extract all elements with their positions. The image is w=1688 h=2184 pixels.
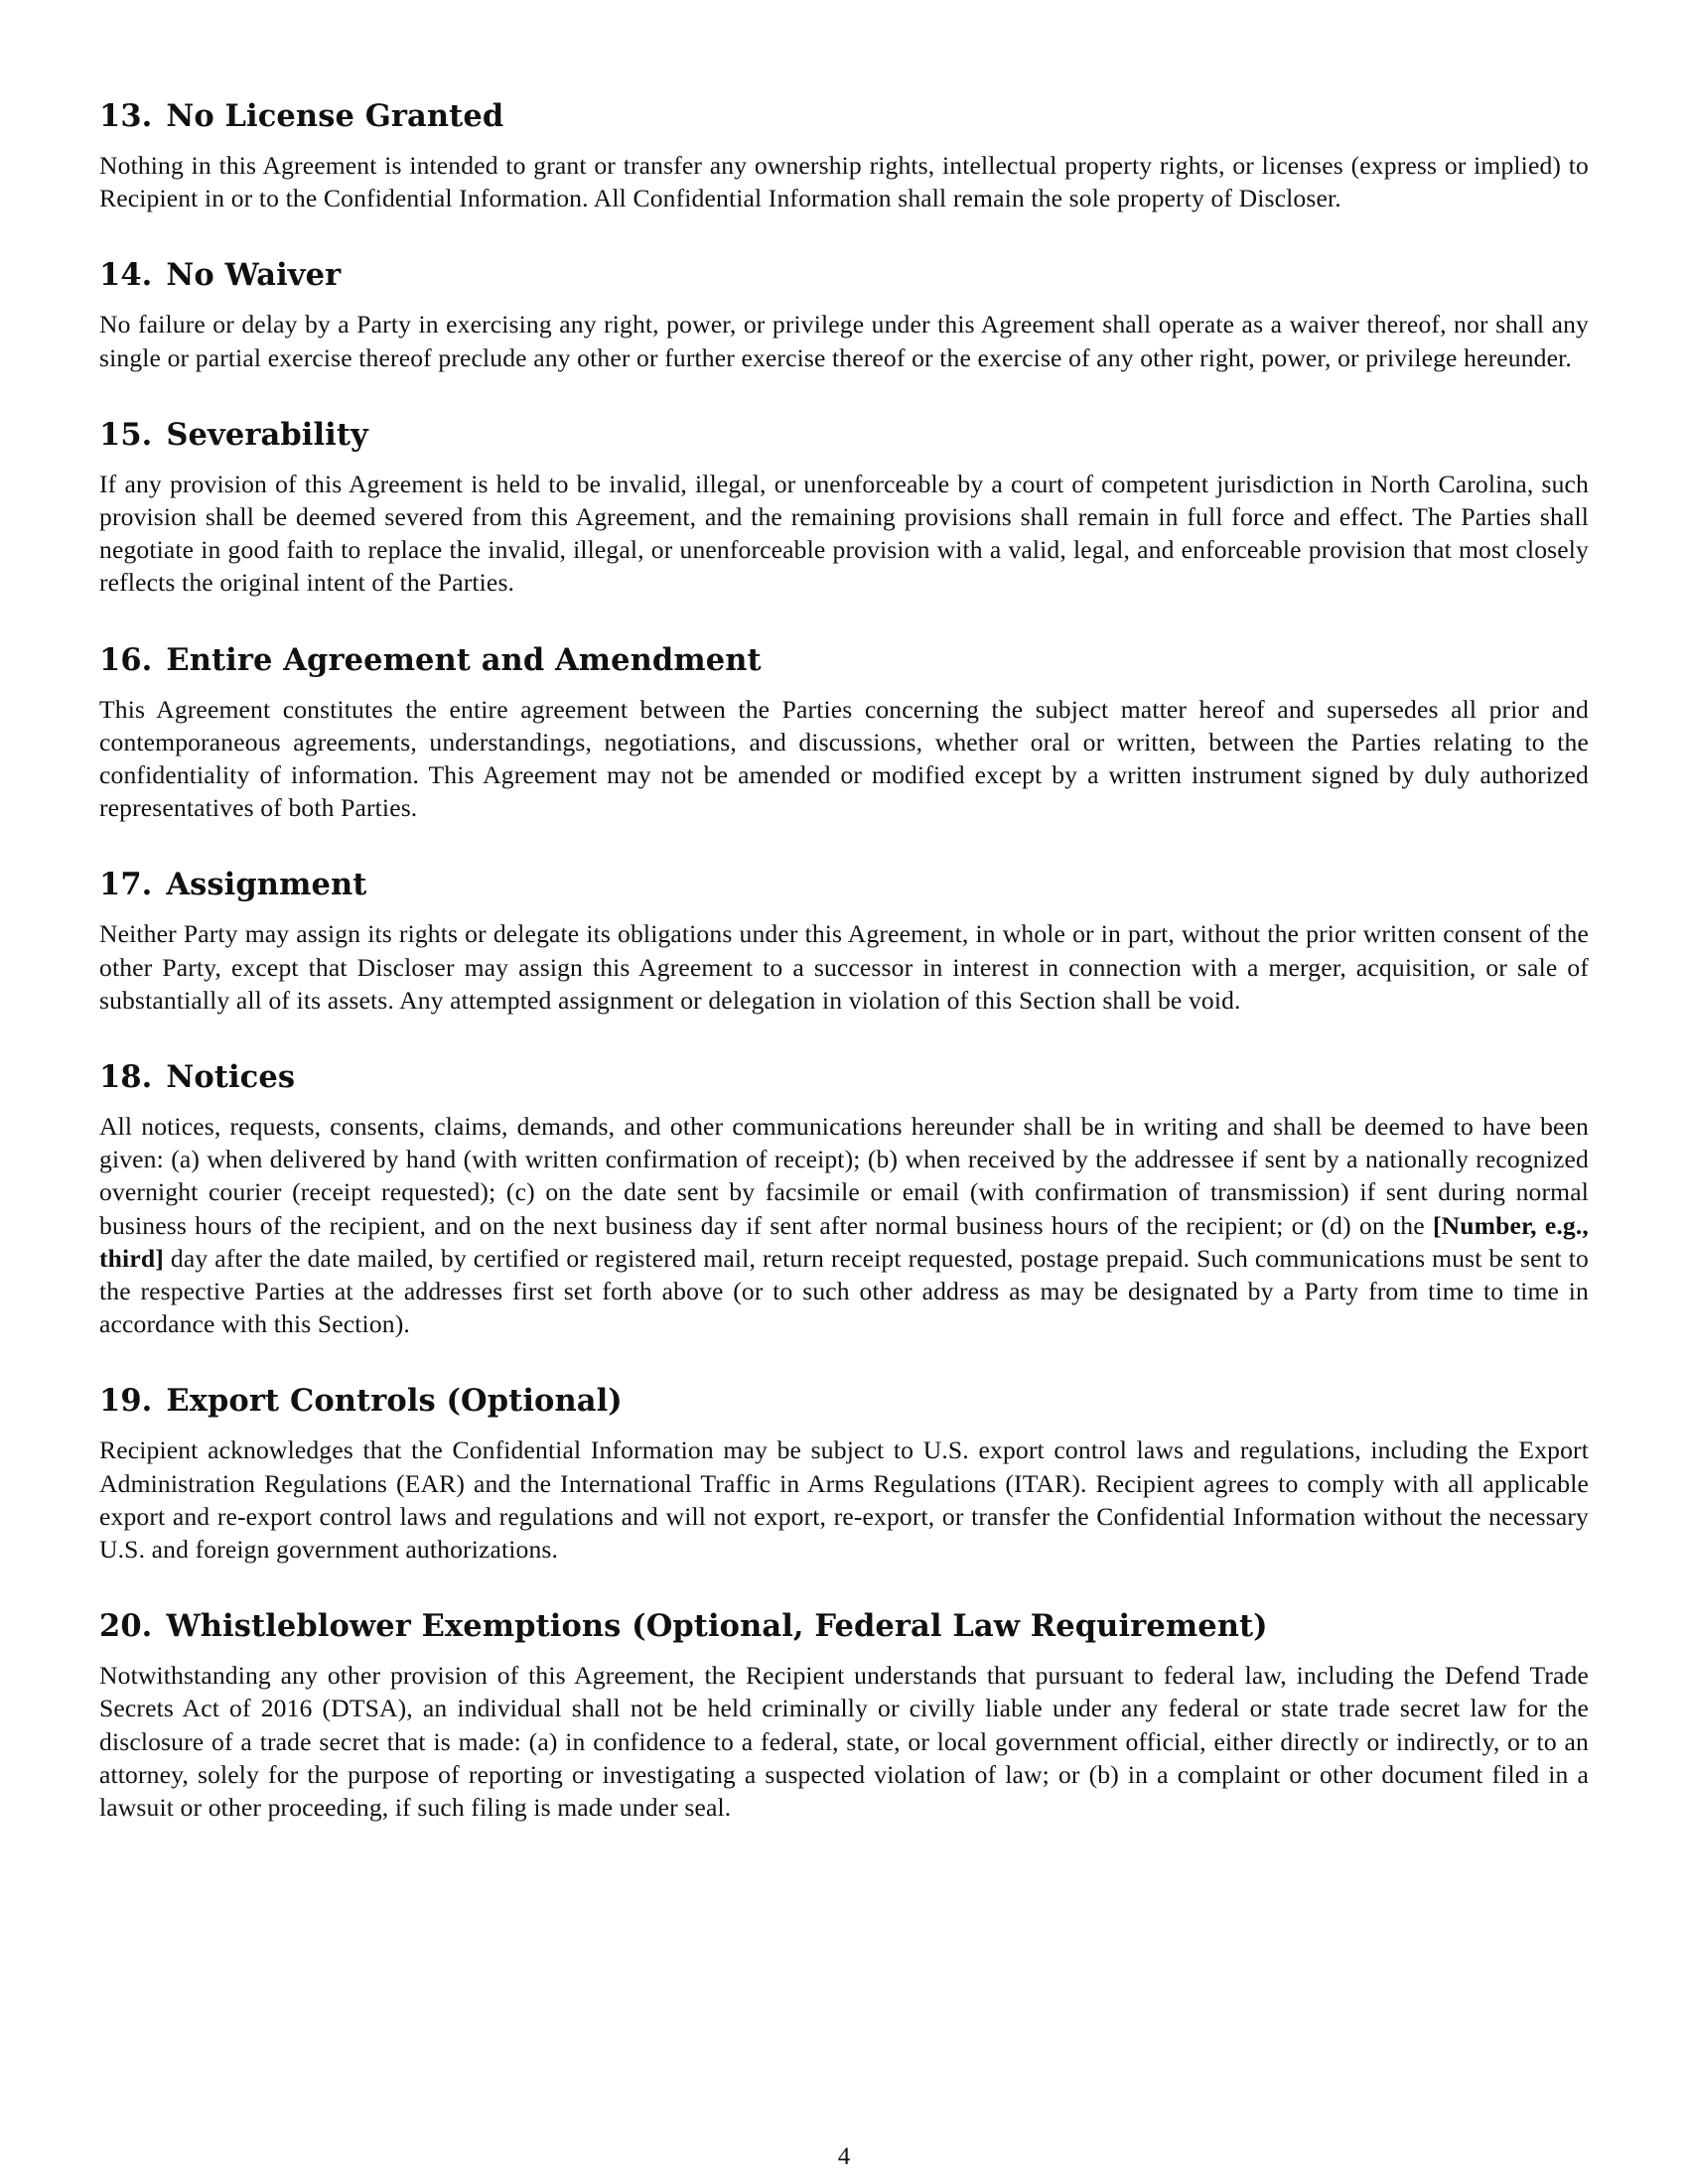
section-title: Whistleblower Exemptions (Optional, Federal Law Requirement): [166, 1608, 1268, 1645]
section-number: 15.: [99, 416, 153, 453]
section-title: No Waiver: [166, 257, 342, 294]
section-body: Neither Party may assign its rights or delegate its obligations under this Agreement, in whole or in part, without the prior written consent of the other Party, except that Discloser may assign this Agreement to a successor in interest in connection with a merger, acquisition, or sale of substantially all of its assets. Any attempted assignment or delegation in violation of this Section shall be void.: [99, 919, 1589, 1015]
section-title: Export Controls (Optional): [166, 1383, 623, 1420]
section-16-entire-agreement: [99, 639, 1589, 825]
section-number: 14.: [99, 257, 153, 294]
section-body: No failure or delay by a Party in exercising any right, power, or privilege under this Agreement shall operate as a waiver thereof, nor shall any single or partial exercise thereof preclude any other or further exercise thereof or the exercise of any other right, power, or privilege hereunder.: [99, 310, 1589, 372]
section-18-notices: [99, 1056, 1589, 1340]
section-number: 18.: [99, 1059, 153, 1096]
section-20-whistleblower-exemptions: [99, 1605, 1589, 1824]
section-body: [99, 1110, 1589, 1340]
notices-text-after: day after the date mailed, by certified or registered mail, return receipt requested, postage prepaid. Such communications must be sent to the respective Parties at the addresses first set forth above (or to such other address as may be designated by a Party from time to time in accordance with this Section).: [99, 1243, 1589, 1339]
section-14-no-waiver: [99, 254, 1589, 373]
section-17-assignment: [99, 864, 1589, 1017]
section-heading: [99, 95, 1589, 137]
section-heading: [99, 864, 1589, 905]
section-body: Notwithstanding any other provision of this Agreement, the Recipient understands that pursuant to federal law, including the Defend Trade Secrets Act of 2016 (DTSA), an individual shall not be held criminally or civilly liable under any federal or state trade secret law for the disclosure of a trade secret that is made: (a) in confidence to a federal, state, or local government official, either directly or indirectly, or to an attorney, solely for the purpose of reporting or investigating a suspected violation of law; or (b) in a complaint or other document filed in a lawsuit or other proceeding, if such filing is made under seal.: [99, 1661, 1589, 1823]
section-heading: [99, 639, 1589, 681]
section-body: Nothing in this Agreement is intended to grant or transfer any ownership rights, intellectual property rights, or licenses (express or implied) to Recipient in or to the Confidential Information. All Confidential Information shall remain the sole property of Discloser.: [99, 151, 1589, 213]
section-15-severability: [99, 414, 1589, 600]
page-number: 4: [837, 2143, 851, 2170]
section-heading: [99, 254, 1589, 296]
section-19-export-controls: [99, 1380, 1589, 1566]
section-13-no-license-granted: [99, 95, 1589, 214]
section-heading: [99, 1380, 1589, 1422]
notices-text-before: All notices, requests, consents, claims, demands, and other communications hereunder shall be in writing and shall be deemed to have been given: (a) when delivered by hand (with written confirmation of receipt); (b) when received by the addressee if sent by a nationally recognized overnight courier (receipt requested); (c) on the date sent by facsimile or email (with confirmation of transmission) if sent during normal business hours of the recipient, and on the next business day if sent after normal business hours of the recipient; or (d) on the: [99, 1112, 1589, 1240]
notices-day-placeholder: [Number, e.g., third]: [99, 1210, 1589, 1273]
section-title: Severability: [166, 416, 368, 453]
document-page: [99, 95, 1589, 1824]
section-number: 13.: [99, 98, 153, 134]
section-title: Assignment: [166, 867, 367, 903]
section-body: If any provision of this Agreement is held to be invalid, illegal, or unenforceable by a court of competent jurisdiction in North Carolina, such provision shall be deemed severed from this Agreement, and the remaining provisions shall remain in full force and effect. The Parties shall negotiate in good faith to replace the invalid, illegal, or unenforceable provision with a valid, legal, and enforceable provision that most closely reflects the original intent of the Parties.: [99, 469, 1589, 598]
section-number: 20.: [99, 1608, 153, 1645]
section-body: This Agreement constitutes the entire agreement between the Parties concerning the subject matter hereof and supersedes all prior and contemporaneous agreements, understandings, negotiations, and discussions, whether oral or written, between the Parties relating to the confidentiality of information. This Agreement may not be amended or modified except by a written instrument signed by duly authorized representatives of both Parties.: [99, 694, 1589, 823]
section-title: Notices: [166, 1059, 296, 1096]
section-number: 19.: [99, 1383, 153, 1420]
section-number: 17.: [99, 867, 153, 903]
section-title: No License Granted: [166, 98, 504, 134]
section-heading: [99, 414, 1589, 456]
section-heading: [99, 1605, 1589, 1647]
section-number: 16.: [99, 641, 153, 678]
section-body: Recipient acknowledges that the Confidential Information may be subject to U.S. export control laws and regulations, including the Export Administration Regulations (EAR) and the International Traffic in Arms Regulations (ITAR). Recipient agrees to comply with all applicable export and re-export control laws and regulations and will not export, re-export, or transfer the Confidential Information without the necessary U.S. and foreign government authorizations.: [99, 1435, 1589, 1565]
section-title: Entire Agreement and Amendment: [166, 641, 762, 678]
section-heading: [99, 1056, 1589, 1098]
